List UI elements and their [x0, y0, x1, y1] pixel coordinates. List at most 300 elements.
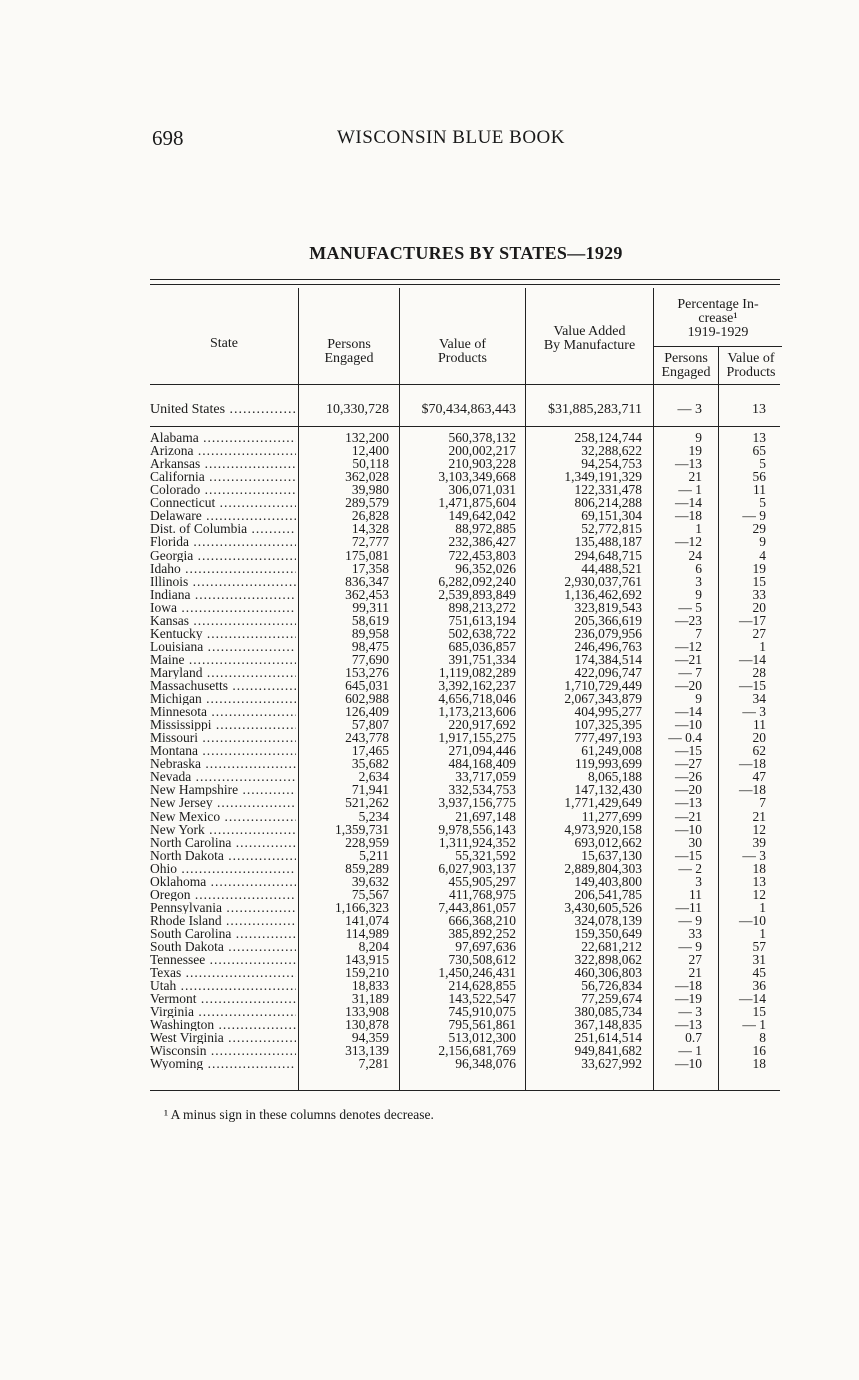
- pct-value-of-products: 11: [753, 482, 766, 498]
- table-row: [150, 888, 782, 901]
- state-name: Maine .....: [150, 653, 296, 666]
- pct-value-of-products: 1: [759, 638, 766, 654]
- state-name: Kansas .....: [150, 614, 296, 627]
- pct-persons-engaged: —15: [675, 743, 702, 759]
- value-of-products: 1,471,875,604: [438, 495, 516, 511]
- table-row: [150, 992, 782, 1005]
- value-of-products: 484,168,409: [448, 756, 516, 772]
- state-name: Iowa .....: [150, 601, 296, 614]
- table-row: [150, 718, 782, 731]
- value-of-products: 3,392,162,237: [438, 678, 516, 693]
- persons-engaged: 58,619: [351, 612, 389, 628]
- table-row: [150, 1044, 782, 1057]
- pct-value-of-products: 12: [752, 821, 766, 837]
- value-added: 4,973,920,158: [564, 821, 642, 837]
- value-added: 77,259,674: [581, 991, 642, 1007]
- persons-engaged: 1,359,731: [335, 821, 389, 837]
- table-row: [150, 666, 782, 679]
- header-pct-persons-engaged: [654, 352, 718, 380]
- pct-value-of-products: 20: [752, 599, 766, 615]
- pct-persons-engaged: —20: [675, 678, 702, 693]
- value-of-products: 271,094,446: [448, 743, 516, 759]
- value-of-products: 96,352,026: [455, 560, 516, 576]
- pct-persons-engaged: —12: [675, 534, 702, 550]
- state-name: Washington .....: [150, 1018, 296, 1031]
- pct-persons-engaged: —15: [675, 847, 702, 863]
- pct-value-of-products: 1: [759, 925, 766, 941]
- pct-value-of-products: 34: [752, 691, 766, 706]
- state-name: Oregon .....: [150, 888, 296, 901]
- top-rule-second: [150, 284, 780, 285]
- pct-value-of-products: — 1: [742, 1017, 766, 1033]
- persons-engaged: 313,139: [345, 1043, 389, 1059]
- pct-value-of-products: —17: [739, 612, 766, 628]
- persons-engaged: 99,311: [352, 599, 389, 615]
- persons-engaged: 72,777: [351, 534, 389, 550]
- table-row: [150, 796, 782, 809]
- value-added: 206,541,785: [574, 886, 642, 902]
- state-name: Indiana .....: [150, 588, 296, 601]
- value-of-products: 3,937,156,775: [438, 795, 516, 811]
- header-value-added: [526, 325, 653, 353]
- pct-value-of-products: 28: [752, 664, 766, 680]
- value-of-products: 795,561,861: [448, 1017, 516, 1033]
- state-name: New Hampshire .....: [150, 783, 296, 796]
- header-pct-value-of-products: [719, 352, 783, 380]
- value-of-products: 1,119,082,289: [438, 664, 516, 680]
- state-name: Arkansas .....: [150, 457, 296, 470]
- pct-persons-engaged: —11: [675, 899, 702, 915]
- value-added: 2,930,037,761: [564, 573, 642, 589]
- persons-engaged: 859,289: [345, 860, 389, 876]
- state-name: Vermont .....: [150, 992, 296, 1005]
- value-of-products: 2,539,893,849: [438, 586, 516, 602]
- running-head: WISCONSIN BLUE BOOK: [337, 127, 565, 148]
- total-row: [150, 403, 782, 416]
- table-row: [150, 953, 782, 966]
- value-of-products: 898,213,272: [448, 599, 516, 615]
- value-of-products: 88,972,885: [455, 521, 516, 537]
- value-added: 246,496,763: [574, 638, 642, 654]
- state-name: Missouri .....: [150, 731, 296, 744]
- persons-engaged: 14,328: [351, 521, 389, 537]
- persons-engaged: 57,807: [351, 717, 389, 733]
- value-added: 322,898,062: [574, 952, 642, 967]
- value-of-products: 9,978,556,143: [438, 821, 516, 837]
- persons-engaged: 141,074: [345, 912, 389, 928]
- value-added: 294,648,715: [574, 547, 642, 563]
- value-added: 2,067,343,879: [564, 691, 642, 706]
- persons-engaged: 143,915: [345, 952, 389, 967]
- pct-value-of-products: 5: [759, 456, 766, 472]
- value-of-products: 751,613,194: [448, 612, 516, 628]
- pct-persons-engaged: —27: [675, 756, 702, 772]
- value-of-products: 411,768,975: [449, 886, 516, 902]
- persons-engaged: 18,833: [351, 978, 389, 994]
- pct-persons-engaged: 19: [688, 443, 702, 459]
- header-added-line2: By Manufacture: [543, 338, 636, 353]
- pct-persons-engaged: 0.7: [685, 1030, 702, 1046]
- value-of-products: 6,282,092,240: [438, 573, 516, 589]
- value-added: 56,726,834: [581, 978, 642, 994]
- pct-persons-engaged: 1: [695, 521, 702, 537]
- header-pct-line3: 1919-1929: [687, 325, 749, 340]
- table-row: [150, 470, 782, 483]
- pct-value-of-products: 16: [752, 1043, 766, 1059]
- pct-value-of-products: 21: [752, 808, 766, 824]
- pct-value-of-products: —10: [739, 912, 766, 928]
- pct-persons-engaged: —12: [675, 638, 702, 654]
- persons-engaged: 39,980: [351, 482, 389, 498]
- pct-persons-engaged: —20: [675, 782, 702, 798]
- value-added: 44,488,521: [581, 560, 642, 576]
- table-row: [150, 770, 782, 783]
- value-of-products: 685,036,857: [448, 638, 516, 654]
- pct-persons-engaged: — 7: [678, 664, 702, 680]
- pct-value-of-products: 18: [752, 860, 766, 876]
- persons-engaged: 243,778: [345, 730, 389, 746]
- value-of-products: 1,917,155,275: [438, 730, 516, 746]
- table-row: [150, 744, 782, 757]
- header-pct-persons-line1: Persons: [664, 351, 708, 366]
- header-value-of-products: [400, 338, 525, 366]
- state-name: North Carolina .....: [150, 836, 296, 849]
- pct-persons-engaged: —10: [675, 1056, 702, 1072]
- state-name: Illinois .....: [150, 575, 296, 588]
- state-name: Virginia .....: [150, 1005, 296, 1018]
- value-of-products: 722,453,803: [448, 547, 516, 563]
- pct-value-of-products: 15: [752, 1004, 766, 1020]
- value-added: 69,151,304: [581, 508, 642, 524]
- pct-value-of-products: 1: [759, 899, 766, 915]
- persons-engaged: 153,276: [345, 664, 389, 680]
- state-name: Rhode Island .....: [150, 914, 296, 927]
- persons-engaged: 228,959: [345, 834, 389, 850]
- persons-engaged: 7,281: [358, 1056, 389, 1072]
- state-name: United States .....: [150, 403, 296, 416]
- table-row: [150, 640, 782, 653]
- persons-engaged: 521,262: [345, 795, 389, 811]
- pct-persons-engaged: — 1: [678, 482, 702, 498]
- value-added: 174,384,514: [574, 651, 642, 667]
- value-added: 949,841,682: [574, 1043, 642, 1059]
- pct-persons-engaged: —14: [675, 495, 702, 511]
- persons-engaged: 126,409: [345, 704, 389, 719]
- pct-persons-engaged: —18: [675, 508, 702, 524]
- pct-value-of-products: 12: [752, 886, 766, 902]
- persons-engaged: 98,475: [351, 638, 389, 654]
- pct-persons-engaged: —14: [675, 704, 702, 719]
- state-name: Nebraska .....: [150, 757, 296, 770]
- state-name: Minnesota .....: [150, 705, 296, 718]
- pct-value-of-products: 8: [759, 1030, 766, 1046]
- value-added: 777,497,193: [574, 730, 642, 746]
- persons-engaged: 50,118: [352, 456, 389, 472]
- value-of-products: 210,903,228: [448, 456, 516, 472]
- value-of-products: 455,905,297: [448, 873, 516, 889]
- pct-persons-engaged: 9: [695, 691, 702, 706]
- pct-persons-engaged: —21: [675, 651, 702, 667]
- pct-value-of-products: 13: [752, 402, 766, 417]
- value-of-products: 232,386,427: [448, 534, 516, 550]
- value-added: 324,078,139: [574, 912, 642, 928]
- value-added: 15,637,130: [581, 847, 642, 863]
- persons-engaged: 71,941: [351, 782, 389, 798]
- table-row: [150, 862, 782, 875]
- table-row: [150, 549, 782, 562]
- pct-value-of-products: 11: [753, 717, 766, 733]
- pct-persons-engaged: 6: [695, 560, 702, 576]
- pct-value-of-products: 15: [752, 573, 766, 589]
- value-added: 258,124,744: [574, 430, 642, 445]
- value-of-products: 1,450,246,431: [438, 965, 516, 981]
- header-bottom-rule: [150, 384, 780, 385]
- pct-persons-engaged: — 1: [678, 1043, 702, 1059]
- header-pct-persons-line2: Engaged: [661, 365, 711, 380]
- pct-persons-engaged: 9: [695, 430, 702, 445]
- value-of-products: 6,027,903,137: [438, 860, 516, 876]
- value-of-products: 7,443,861,057: [438, 899, 516, 915]
- value-added: 806,214,288: [574, 495, 642, 511]
- state-name: Pennsylvania .....: [150, 901, 296, 914]
- pct-persons-engaged: —19: [675, 991, 702, 1007]
- table-row: [150, 1057, 782, 1070]
- pct-value-of-products: 9: [759, 534, 766, 550]
- value-added: 11,277,699: [581, 808, 642, 824]
- persons-engaged: 289,579: [345, 495, 389, 511]
- value-of-products: 560,378,132: [448, 430, 516, 445]
- pct-persons-engaged: — 9: [678, 939, 702, 954]
- pct-value-of-products: 47: [752, 769, 766, 785]
- pct-persons-engaged: — 0.4: [668, 730, 702, 746]
- state-name: Alabama .....: [150, 431, 296, 444]
- top-rule: [150, 279, 780, 280]
- table-row: [150, 836, 782, 849]
- table-row: [150, 914, 782, 927]
- pct-persons-engaged: 7: [695, 625, 702, 641]
- value-added: 122,331,478: [574, 482, 642, 498]
- table-row: [150, 627, 782, 640]
- header-pct-line1: Percentage In-: [677, 297, 759, 312]
- pct-persons-engaged: —23: [675, 612, 702, 628]
- value-added: 251,614,514: [574, 1030, 642, 1046]
- value-of-products: 214,628,855: [448, 978, 516, 994]
- state-name: Florida .....: [150, 535, 296, 548]
- pct-value-of-products: 45: [752, 965, 766, 981]
- persons-engaged: 133,908: [345, 1004, 389, 1020]
- value-added: 159,350,649: [574, 925, 642, 941]
- persons-engaged: 836,347: [345, 573, 389, 589]
- value-added: 22,681,212: [581, 939, 642, 954]
- table-row: [150, 431, 782, 444]
- persons-engaged: 114,989: [345, 925, 389, 941]
- state-name: New Mexico .....: [150, 810, 296, 823]
- persons-engaged: 77,690: [351, 651, 389, 667]
- pct-value-of-products: 33: [752, 586, 766, 602]
- state-name: Texas .....: [150, 966, 296, 979]
- pct-persons-engaged: 27: [688, 952, 702, 967]
- pct-value-of-products: 19: [752, 560, 766, 576]
- persons-engaged: 35,682: [351, 756, 389, 772]
- value-of-products: 513,012,300: [448, 1030, 516, 1046]
- persons-engaged: 362,453: [345, 586, 389, 602]
- state-name: Ohio .....: [150, 862, 296, 875]
- pct-persons-engaged: —18: [675, 978, 702, 994]
- pct-persons-engaged: —21: [675, 808, 702, 824]
- table-row: [150, 653, 782, 666]
- header-pct-value-line1: Value of: [727, 351, 775, 366]
- value-added: 323,819,543: [574, 599, 642, 615]
- value-of-products: 745,910,075: [448, 1004, 516, 1020]
- pct-persons-engaged: — 2: [678, 860, 702, 876]
- header-percentage-increase: [654, 298, 782, 340]
- header-state: State: [210, 336, 238, 351]
- value-of-products: 4,656,718,046: [438, 691, 516, 706]
- state-name: Mississippi .....: [150, 718, 296, 731]
- state-name: Utah .....: [150, 979, 296, 992]
- value-added: 1,136,462,692: [564, 586, 642, 602]
- pct-persons-engaged: —13: [675, 456, 702, 472]
- value-added: 1,710,729,449: [564, 678, 642, 693]
- value-of-products: 730,508,612: [448, 952, 516, 967]
- header-persons-line2: Engaged: [324, 351, 374, 366]
- value-of-products: 2,156,681,769: [438, 1043, 516, 1059]
- pct-persons-engaged: 21: [688, 965, 702, 981]
- persons-engaged: 26,828: [351, 508, 389, 524]
- state-name: Colorado .....: [150, 483, 296, 496]
- value-added: 460,306,803: [574, 965, 642, 981]
- value-of-products: $70,434,863,443: [421, 402, 516, 417]
- pct-persons-engaged: 11: [689, 886, 702, 902]
- pct-value-of-products: — 9: [742, 508, 766, 524]
- header-added-line1: Value Added: [553, 324, 626, 339]
- table-row: [150, 810, 782, 823]
- pct-persons-engaged: 3: [695, 873, 702, 889]
- persons-engaged: 17,465: [351, 743, 389, 759]
- pct-value-of-products: 56: [752, 469, 766, 485]
- value-added: 52,772,815: [581, 521, 642, 537]
- state-name: New York .....: [150, 823, 296, 836]
- value-added: 135,488,187: [574, 534, 642, 550]
- state-name: Connecticut .....: [150, 496, 296, 509]
- value-added: 147,132,430: [574, 782, 642, 798]
- table-row: [150, 601, 782, 614]
- state-name: Louisiana .....: [150, 640, 296, 653]
- table-row: [150, 705, 782, 718]
- pct-persons-engaged: —26: [675, 769, 702, 785]
- state-name: Idaho .....: [150, 562, 296, 575]
- table-row: [150, 1005, 782, 1018]
- value-of-products: 97,697,636: [455, 939, 516, 954]
- persons-engaged: 75,567: [351, 886, 389, 902]
- state-name: Oklahoma .....: [150, 875, 296, 888]
- value-of-products: 385,892,252: [448, 925, 516, 941]
- state-name: California .....: [150, 470, 296, 483]
- state-name: Michigan .....: [150, 692, 296, 705]
- pct-value-of-products: — 3: [742, 847, 766, 863]
- value-added: 1,771,429,649: [564, 795, 642, 811]
- value-of-products: 149,642,042: [448, 508, 516, 524]
- persons-engaged: 12,400: [351, 443, 389, 459]
- header-pct-value-line2: Products: [726, 365, 776, 380]
- value-added: 149,403,800: [574, 873, 642, 889]
- state-name: Nevada .....: [150, 770, 296, 783]
- table-row: [150, 575, 782, 588]
- state-name: South Carolina .....: [150, 927, 296, 940]
- pct-value-of-products: — 3: [742, 704, 766, 719]
- persons-engaged: 602,988: [345, 691, 389, 706]
- state-name: Wyoming .....: [150, 1057, 296, 1070]
- state-name: North Dakota .....: [150, 849, 296, 862]
- value-of-products: 1,173,213,606: [438, 704, 516, 719]
- pct-persons-engaged: 33: [688, 925, 702, 941]
- value-added: 3,430,605,526: [564, 899, 642, 915]
- table-row: [150, 562, 782, 575]
- page-number: 698: [152, 126, 184, 150]
- pct-value-of-products: 29: [752, 521, 766, 537]
- pct-value-of-products: 39: [752, 834, 766, 850]
- header-pct-line2: crease¹: [698, 311, 738, 326]
- state-name: Maryland .....: [150, 666, 296, 679]
- pct-persons-engaged: 30: [688, 834, 702, 850]
- pct-value-of-products: —14: [739, 991, 766, 1007]
- state-name: Tennessee .....: [150, 953, 296, 966]
- value-of-products: 502,638,722: [448, 625, 516, 641]
- value-of-products: 143,522,547: [448, 991, 516, 1007]
- state-name: New Jersey .....: [150, 796, 296, 809]
- pct-value-of-products: —18: [739, 782, 766, 798]
- persons-engaged: 8,204: [358, 939, 389, 954]
- state-name: South Dakota .....: [150, 940, 296, 953]
- pct-value-of-products: —14: [739, 651, 766, 667]
- persons-engaged: 31,189: [351, 991, 389, 1007]
- table-row: [150, 927, 782, 940]
- header-persons-line1: Persons: [327, 337, 371, 352]
- state-name: Delaware .....: [150, 509, 296, 522]
- pct-persons-engaged: — 5: [678, 599, 702, 615]
- pct-value-of-products: —15: [739, 678, 766, 693]
- pct-value-of-products: 13: [752, 430, 766, 445]
- value-added: 1,349,191,329: [564, 469, 642, 485]
- pct-persons-engaged: 21: [688, 469, 702, 485]
- pct-persons-engaged: —10: [675, 821, 702, 837]
- persons-engaged: 130,878: [345, 1017, 389, 1033]
- pct-value-of-products: 7: [759, 795, 766, 811]
- pct-persons-engaged: —10: [675, 717, 702, 733]
- header-value-line2: Products: [438, 351, 487, 366]
- pct-persons-engaged: — 3: [677, 402, 702, 417]
- table-row: [150, 849, 782, 862]
- persons-engaged: 2,634: [358, 769, 389, 785]
- value-of-products: 1,311,924,352: [438, 834, 516, 850]
- persons-engaged: 17,358: [351, 560, 389, 576]
- value-of-products: 3,103,349,668: [438, 469, 516, 485]
- value-added: 8,065,188: [588, 769, 642, 785]
- value-of-products: 220,917,692: [448, 717, 516, 733]
- footnote: ¹ A minus sign in these columns denotes decrease.: [164, 1107, 434, 1122]
- table-row: [150, 901, 782, 914]
- persons-engaged: 645,031: [345, 678, 389, 693]
- state-name: Massachusetts .....: [150, 679, 296, 692]
- state-name: Wisconsin .....: [150, 1044, 296, 1057]
- persons-engaged: 89,958: [351, 625, 389, 641]
- value-added: 94,254,753: [581, 456, 642, 472]
- persons-engaged: 1,166,323: [335, 899, 389, 915]
- value-of-products: 200,002,217: [448, 443, 516, 459]
- persons-engaged: 132,200: [345, 430, 389, 445]
- pct-value-of-products: 62: [752, 743, 766, 759]
- pct-persons-engaged: 24: [688, 547, 702, 563]
